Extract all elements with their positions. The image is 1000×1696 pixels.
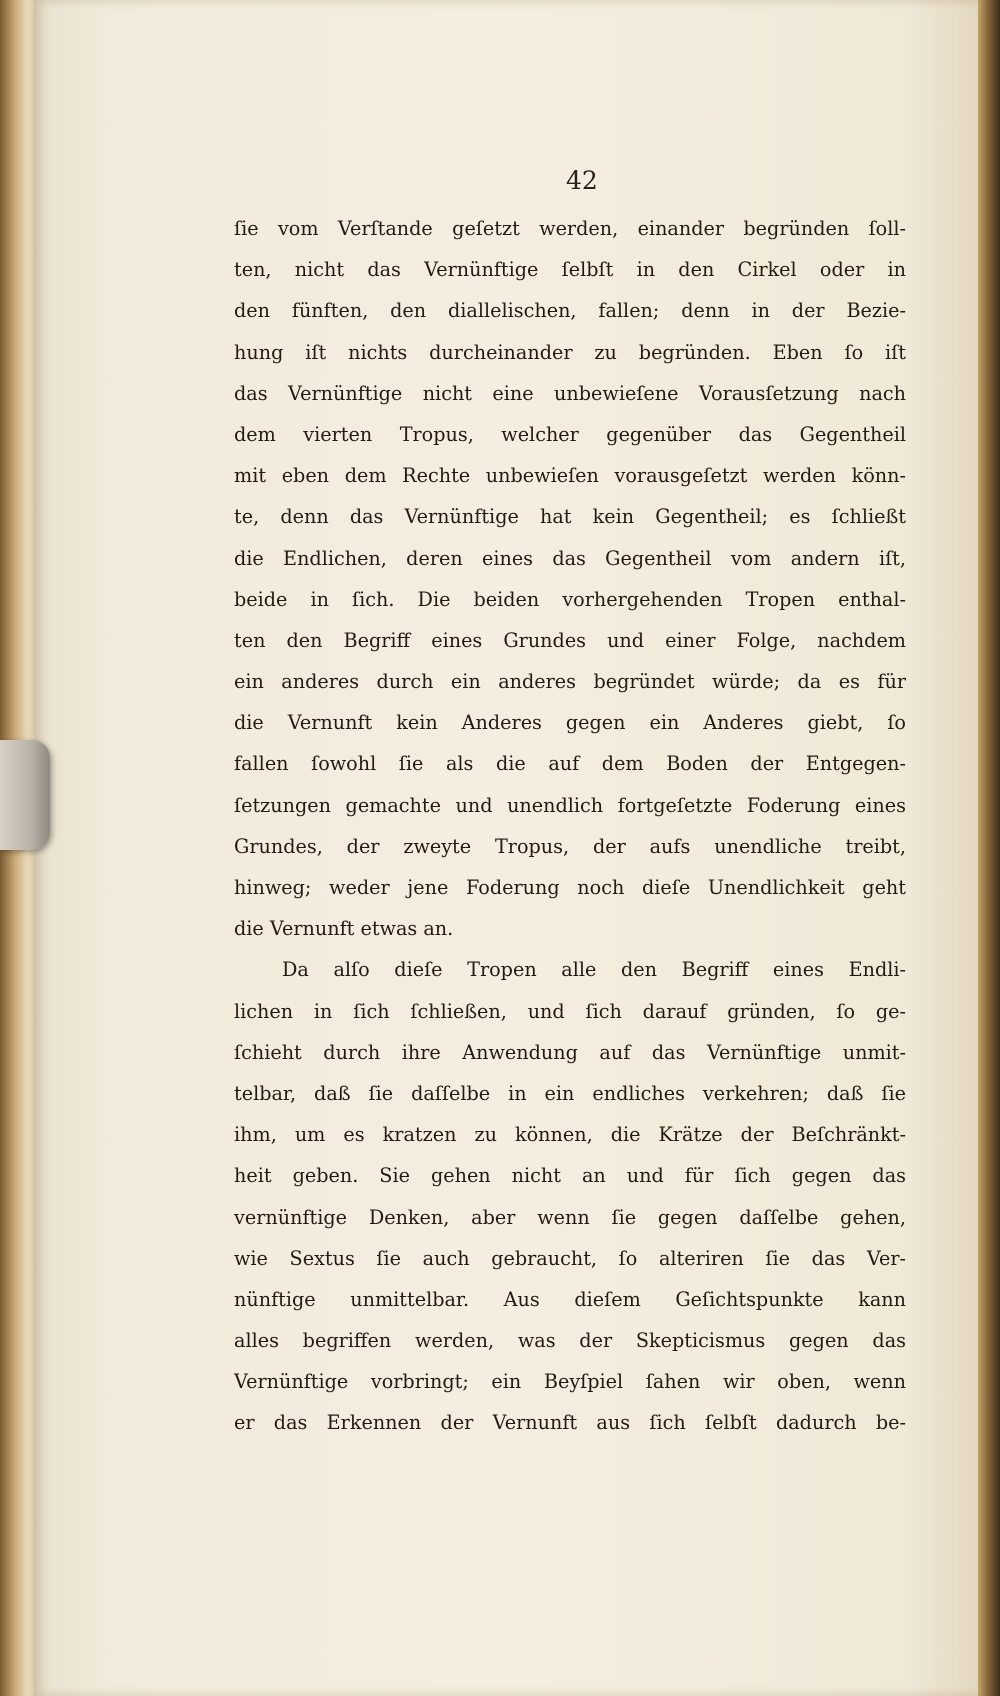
body-text [234, 208, 906, 1444]
text-line: hinweg; weder jene Foderung noch dieſe Unendlichkeit geht [234, 876, 906, 899]
text-line: wie Sextus ſie auch gebraucht, ſo alteriren ſie das Ver- [234, 1246, 906, 1270]
text-line: ein anderes durch ein anderes begründet würde; da es für [234, 670, 906, 694]
text-line: hung iſt nichts durcheinander zu begründen. Eben ſo iſt [234, 340, 906, 364]
text-line: heit geben. Sie gehen nicht an und für ſich gegen das [234, 1164, 906, 1188]
text-line: fallen ſowohl ſie als die auf dem Boden der Entgegen- [234, 752, 906, 776]
text-line: die Vernunft kein Anderes gegen ein Anderes giebt, ſo [234, 711, 906, 735]
text-line: alles begriffen werden, was der Skepticismus gegen das [234, 1329, 906, 1353]
text-line: lichen in ſich ſchließen, und ſich darauf gründen, ſo ge- [234, 999, 906, 1023]
text-line: te, denn das Vernünftige hat kein Gegentheil; es ſchließt [234, 505, 906, 529]
page-number: 42 [566, 166, 598, 195]
text-line: ſie vom Verſtande geſetzt werden, einander begründen ſoll- [234, 217, 906, 240]
text-line: Vernünftige vorbringt; ein Beyſpiel ſahen wir oben, wenn [234, 1370, 906, 1394]
text-line: ten den Begriff eines Grundes und einer Folge, nachdem [234, 628, 906, 652]
text-line: ſetzungen gemachte und unendlich fortgeſetzte Foderung eines [234, 793, 906, 817]
text-line: nünftige unmittelbar. Aus dieſem Geſichtspunkte kann [234, 1287, 906, 1311]
paragraph-start-line: Da alſo dieſe Tropen alle den Begriff eines Endli- [282, 958, 906, 982]
text-line: beide in ſich. Die beiden vorhergehenden Tropen enthal- [234, 587, 906, 611]
text-line: Grundes, der zweyte Tropus, der aufs unendliche treibt, [234, 834, 906, 858]
text-line: ſchieht durch ihre Anwendung auf das Vernünftige unmit- [234, 1040, 906, 1064]
text-line: den fünften, den diallelischen, fallen; denn in der Bezie- [234, 299, 906, 323]
text-line: die Endlichen, deren eines das Gegentheil vom andern iſt, [234, 546, 906, 570]
text-line: mit eben dem Rechte unbewieſen vorausgeſetzt werden könn- [234, 464, 906, 488]
book-spine-edge [978, 0, 1000, 1696]
text-line: ten, nicht das Vernünftige ſelbſt in den Cirkel oder in [234, 258, 906, 282]
text-line: telbar, daß ſie daſſelbe in ein endliches verkehren; daß ſie [234, 1081, 906, 1105]
text-line: vernünftige Denken, aber wenn ſie gegen daſſelbe gehen, [234, 1205, 906, 1229]
paragraph-end-line: die Vernunft etwas an. [234, 917, 454, 941]
page-clip [0, 740, 50, 850]
text-line: ihm, um es kratzen zu können, die Krätze der Beſchränkt- [234, 1123, 906, 1147]
text-line: das Vernünftige nicht eine unbewieſene Vorausſetzung nach [234, 381, 906, 405]
text-line: er das Erkennen der Vernunft aus ſich ſelbſt dadurch be- [234, 1411, 906, 1435]
text-line: dem vierten Tropus, welcher gegenüber das Gegentheil [234, 422, 906, 446]
